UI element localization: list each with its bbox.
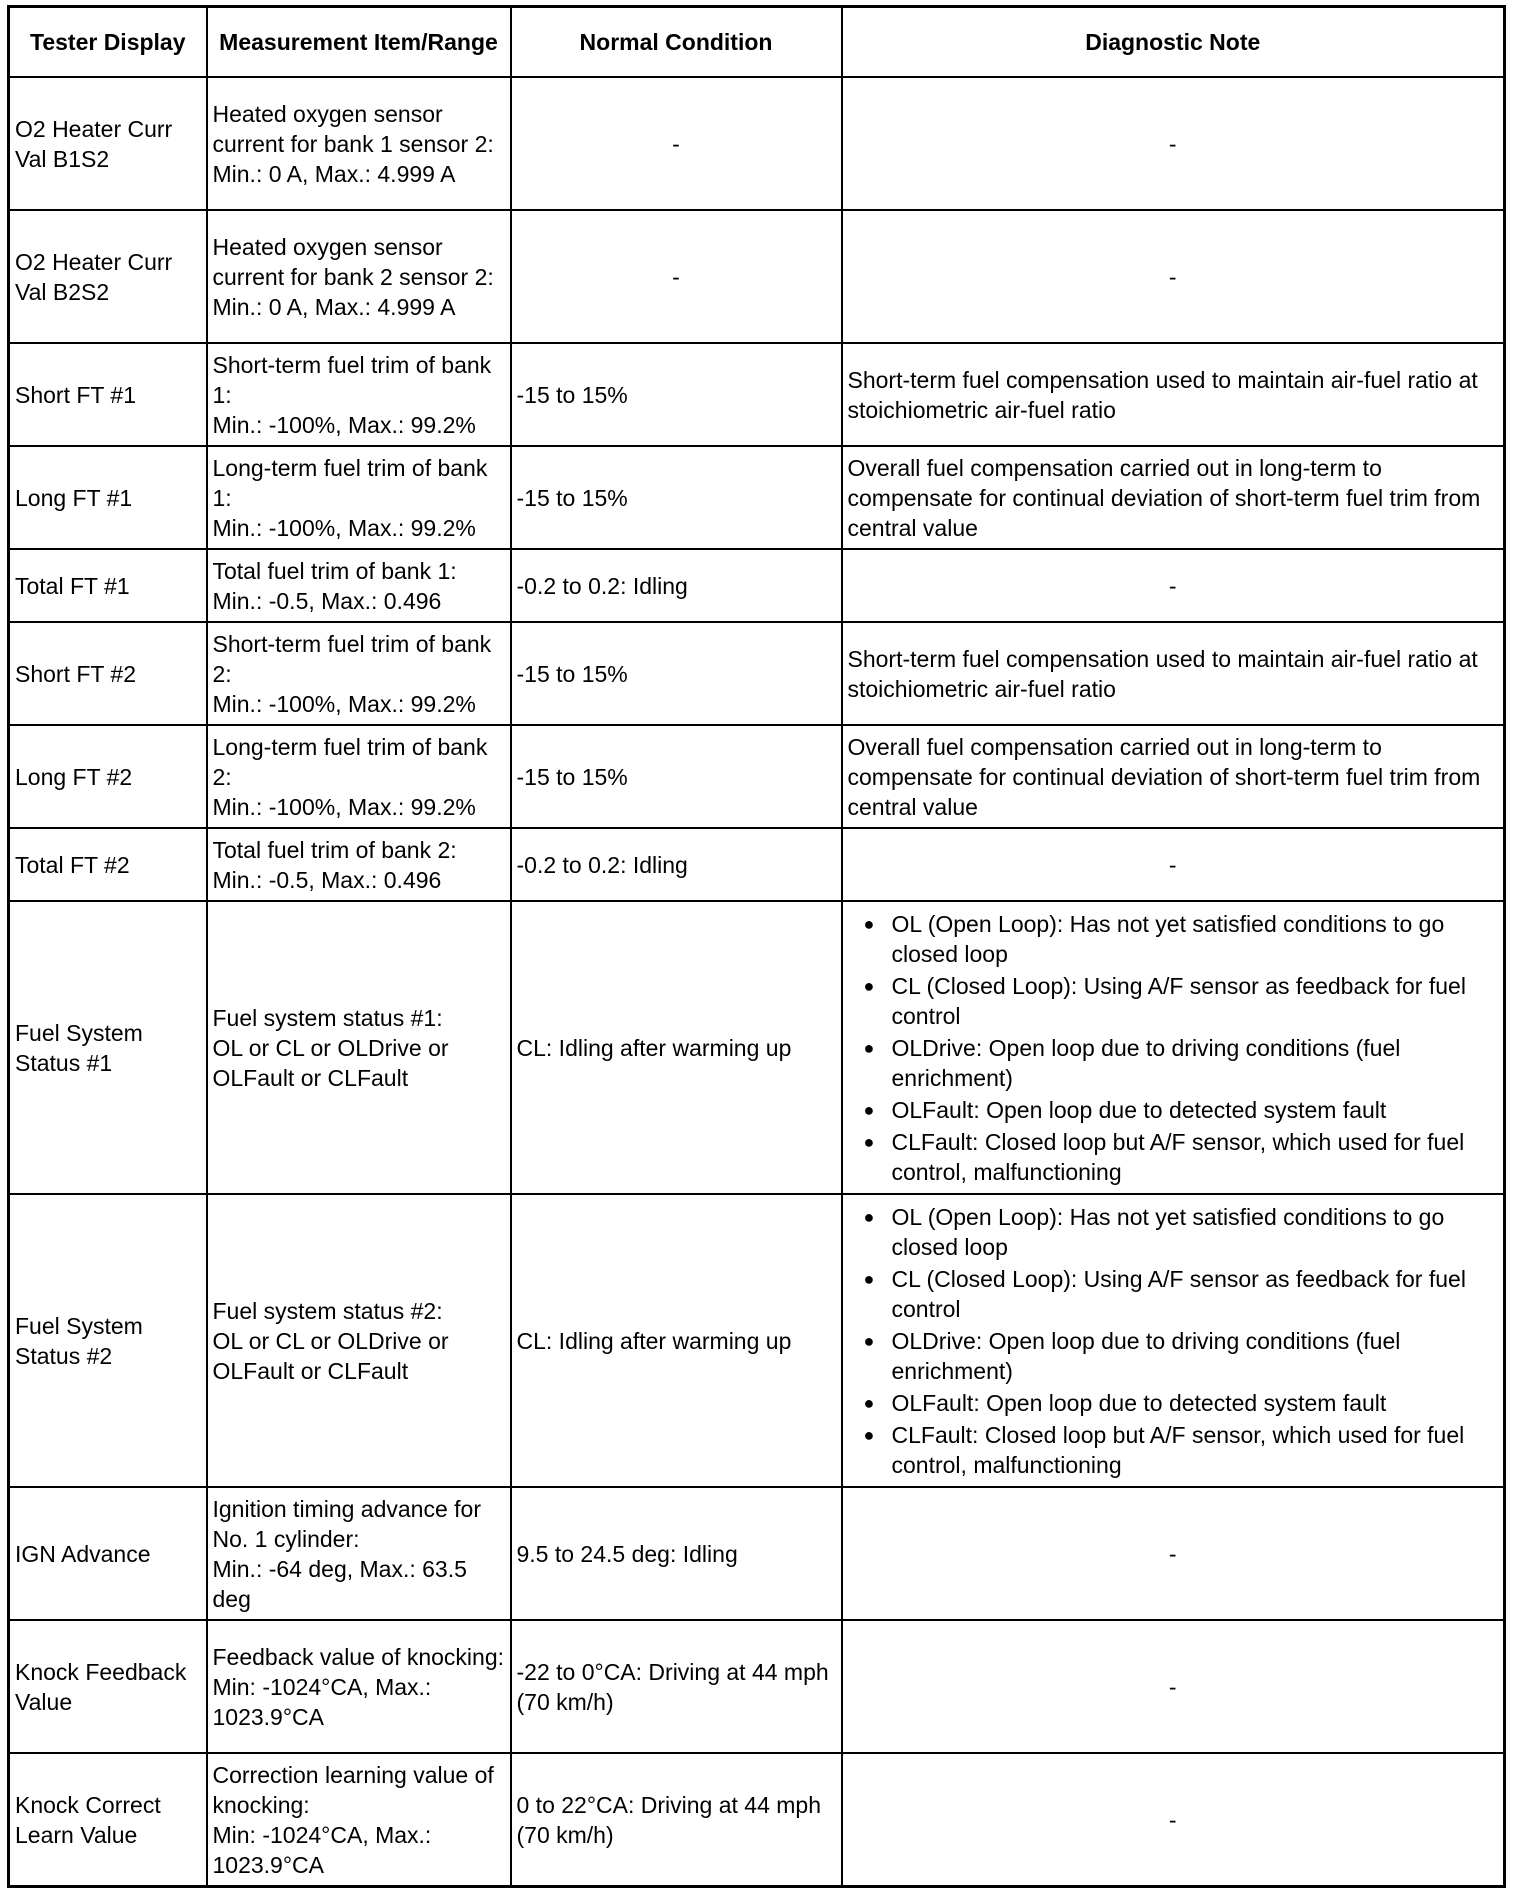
- header-normal-condition: Normal Condition: [511, 7, 842, 78]
- table-row: [9, 725, 1505, 828]
- measurement-cell: Heated oxygen sensor current for bank 1 sensor 2: Min.: 0 A, Max.: 4.999 A: [207, 77, 511, 210]
- list-item: ● OLFault: Open loop due to detected system fault: [848, 1095, 1499, 1125]
- diagnostic-note-cell: [842, 1194, 1505, 1487]
- tester-display-cell: Fuel System Status #2: [9, 1194, 207, 1487]
- list-item: ● OL (Open Loop): Has not yet satisfied conditions to go closed loop: [848, 909, 1499, 969]
- tester-display-cell: Knock Feedback Value: [9, 1620, 207, 1753]
- measurement-cell: Total fuel trim of bank 2: Min.: -0.5, Max.: 0.496: [207, 828, 511, 901]
- table-row: [9, 343, 1505, 446]
- diagnostic-note-cell: -: [842, 210, 1505, 343]
- tester-display-cell: O2 Heater Curr Val B1S2: [9, 77, 207, 210]
- table-row: [9, 828, 1505, 901]
- list-item: ● CLFault: Closed loop but A/F sensor, which used for fuel control, malfunctioning: [848, 1420, 1499, 1480]
- tester-display-cell: Short FT #1: [9, 343, 207, 446]
- diagnostic-note-cell: -: [842, 828, 1505, 901]
- measurement-cell: Long-term fuel trim of bank 2: Min.: -100%, Max.: 99.2%: [207, 725, 511, 828]
- measurement-cell: Ignition timing advance for No. 1 cylinder: Min.: -64 deg, Max.: 63.5 deg: [207, 1487, 511, 1620]
- list-item: ● OLDrive: Open loop due to driving conditions (fuel enrichment): [848, 1326, 1499, 1386]
- measurement-cell: Fuel system status #1: OL or CL or OLDrive or OLFault or CLFault: [207, 901, 511, 1194]
- header-measurement-item-range: Measurement Item/Range: [207, 7, 511, 78]
- diagnostic-note-cell: -: [842, 1487, 1505, 1620]
- normal-condition-cell: -15 to 15%: [511, 446, 842, 549]
- normal-condition-cell: 9.5 to 24.5 deg: Idling: [511, 1487, 842, 1620]
- table-row: [9, 210, 1505, 343]
- normal-condition-cell: -15 to 15%: [511, 622, 842, 725]
- fuel-status-bullet-list: [848, 1202, 1499, 1480]
- tester-display-cell: Total FT #2: [9, 828, 207, 901]
- diagnostic-note-cell: -: [842, 1753, 1505, 1887]
- normal-condition-cell: CL: Idling after warming up: [511, 1194, 842, 1487]
- table-row: [9, 1620, 1505, 1753]
- diagnostic-note-cell: -: [842, 549, 1505, 622]
- measurement-cell: Correction learning value of knocking: Min: -1024°CA, Max.: 1023.9°CA: [207, 1753, 511, 1887]
- normal-condition-cell: -0.2 to 0.2: Idling: [511, 828, 842, 901]
- list-item: ● OL (Open Loop): Has not yet satisfied conditions to go closed loop: [848, 1202, 1499, 1262]
- header-diagnostic-note: Diagnostic Note: [842, 7, 1505, 78]
- table-row: [9, 77, 1505, 210]
- tester-display-cell: Long FT #1: [9, 446, 207, 549]
- diagnostic-note-cell: Short-term fuel compensation used to maintain air-fuel ratio at stoichiometric air-fuel ratio: [842, 622, 1505, 725]
- measurement-cell: Short-term fuel trim of bank 2: Min.: -100%, Max.: 99.2%: [207, 622, 511, 725]
- list-item: ● CL (Closed Loop): Using A/F sensor as feedback for fuel control: [848, 971, 1499, 1031]
- tester-display-cell: O2 Heater Curr Val B2S2: [9, 210, 207, 343]
- tester-display-cell: Long FT #2: [9, 725, 207, 828]
- normal-condition-cell: 0 to 22°CA: Driving at 44 mph (70 km/h): [511, 1753, 842, 1887]
- diagnostic-note-cell: Overall fuel compensation carried out in long-term to compensate for continual deviation of short-term fuel trim from central value: [842, 725, 1505, 828]
- table-row: [9, 1753, 1505, 1887]
- measurement-cell: Short-term fuel trim of bank 1: Min.: -100%, Max.: 99.2%: [207, 343, 511, 446]
- tester-display-cell: Short FT #2: [9, 622, 207, 725]
- tester-display-cell: Total FT #1: [9, 549, 207, 622]
- diagnostic-data-table: [7, 5, 1506, 1888]
- normal-condition-cell: -: [511, 77, 842, 210]
- tester-display-cell: Knock Correct Learn Value: [9, 1753, 207, 1887]
- list-item: ● CL (Closed Loop): Using A/F sensor as feedback for fuel control: [848, 1264, 1499, 1324]
- list-item: ● OLDrive: Open loop due to driving conditions (fuel enrichment): [848, 1033, 1499, 1093]
- list-item: ● CLFault: Closed loop but A/F sensor, which used for fuel control, malfunctioning: [848, 1127, 1499, 1187]
- diagnostic-note-cell: -: [842, 1620, 1505, 1753]
- diagnostic-note-cell: Overall fuel compensation carried out in long-term to compensate for continual deviation of short-term fuel trim from central value: [842, 446, 1505, 549]
- table-header-row: [9, 7, 1505, 78]
- table-row: [9, 622, 1505, 725]
- tester-display-cell: Fuel System Status #1: [9, 901, 207, 1194]
- normal-condition-cell: CL: Idling after warming up: [511, 901, 842, 1194]
- normal-condition-cell: -0.2 to 0.2: Idling: [511, 549, 842, 622]
- measurement-cell: Total fuel trim of bank 1: Min.: -0.5, Max.: 0.496: [207, 549, 511, 622]
- diagnostic-note-cell: [842, 901, 1505, 1194]
- list-item: ● OLFault: Open loop due to detected system fault: [848, 1388, 1499, 1418]
- measurement-cell: Heated oxygen sensor current for bank 2 sensor 2: Min.: 0 A, Max.: 4.999 A: [207, 210, 511, 343]
- table-row: [9, 446, 1505, 549]
- measurement-cell: Feedback value of knocking: Min: -1024°CA, Max.: 1023.9°CA: [207, 1620, 511, 1753]
- diagnostic-note-cell: -: [842, 77, 1505, 210]
- fuel-status-bullet-list: [848, 909, 1499, 1187]
- normal-condition-cell: -15 to 15%: [511, 343, 842, 446]
- header-tester-display: Tester Display: [9, 7, 207, 78]
- diagnostic-note-cell: Short-term fuel compensation used to maintain air-fuel ratio at stoichiometric air-fuel ratio: [842, 343, 1505, 446]
- table-row: [9, 1194, 1505, 1487]
- measurement-cell: Fuel system status #2: OL or CL or OLDrive or OLFault or CLFault: [207, 1194, 511, 1487]
- normal-condition-cell: -: [511, 210, 842, 343]
- tester-display-cell: IGN Advance: [9, 1487, 207, 1620]
- normal-condition-cell: -22 to 0°CA: Driving at 44 mph (70 km/h): [511, 1620, 842, 1753]
- measurement-cell: Long-term fuel trim of bank 1: Min.: -100%, Max.: 99.2%: [207, 446, 511, 549]
- normal-condition-cell: -15 to 15%: [511, 725, 842, 828]
- table-row: [9, 901, 1505, 1194]
- table-row: [9, 1487, 1505, 1620]
- table-row: [9, 549, 1505, 622]
